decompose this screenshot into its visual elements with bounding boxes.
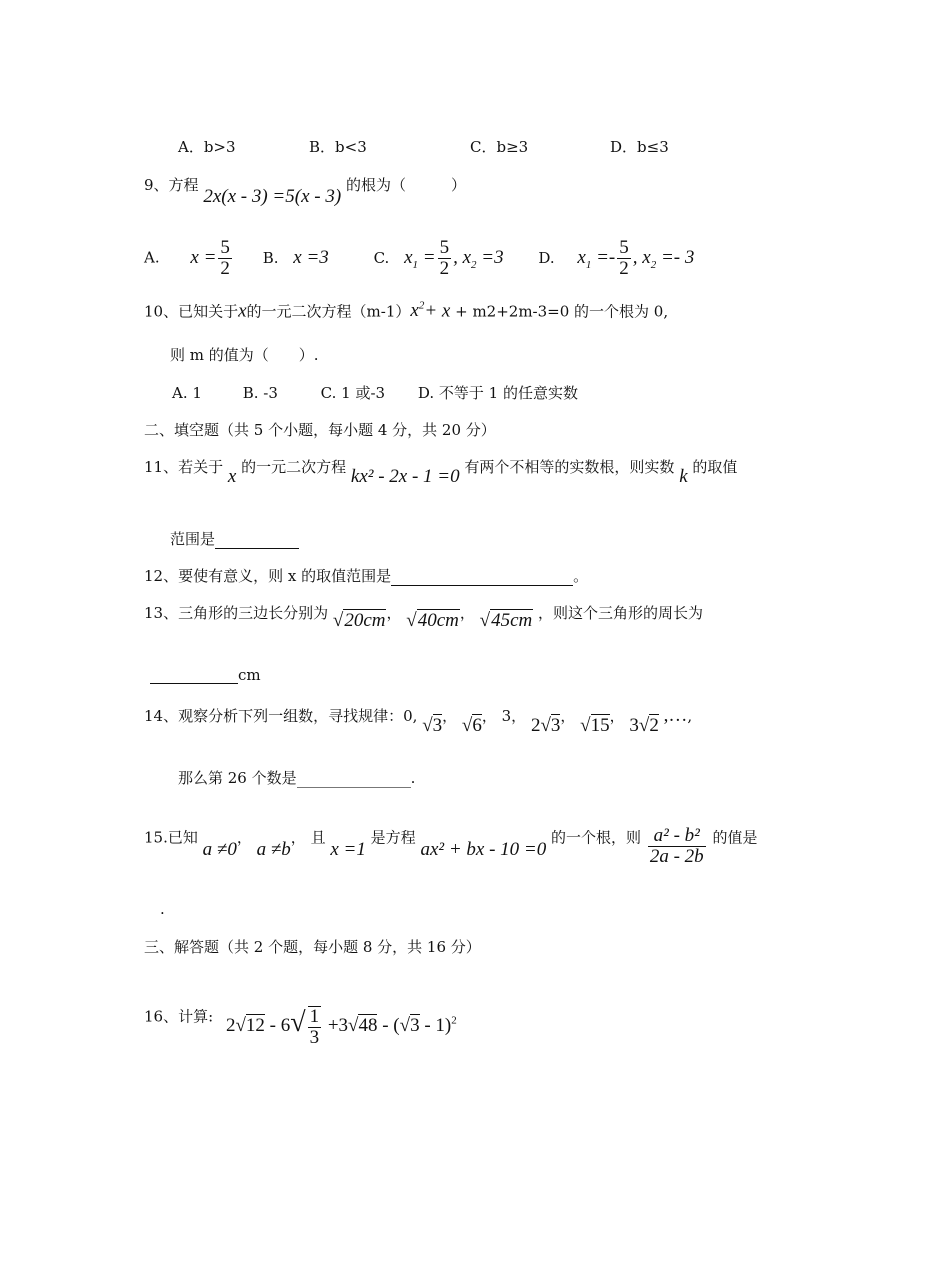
- q11-var-k: k: [679, 466, 688, 487]
- q8-option-c: C．b≥3: [470, 138, 529, 156]
- q14-item-3: 3: [501, 707, 512, 725]
- q11-range-label: 范围是: [170, 530, 216, 548]
- q12-line: [144, 565, 588, 586]
- q13-line1: 13、三角形的三边长分别为 √20cm， √40cm， √45cm ，则这个三角形的周长为: [144, 604, 704, 631]
- q15-cond1: a ≠0: [202, 838, 237, 860]
- q11-text1: 11、若关于: [144, 458, 224, 476]
- q9-option-a-x: x =: [190, 246, 217, 268]
- q11-line1: [144, 456, 738, 487]
- q10-option-b: B. -3: [242, 384, 278, 402]
- q15-cond3: x =1: [330, 838, 366, 860]
- q11-var-x: x: [227, 466, 237, 487]
- q10-var-x: x: [238, 300, 247, 322]
- q14-end: .: [410, 769, 416, 787]
- q9-option-b-label: B.: [262, 248, 279, 267]
- q9-option-c-label: C.: [373, 248, 390, 267]
- q15-fraction: $\frac{\text{a² - b²}}{2a - 2b}$: [649, 825, 704, 867]
- q15-text4: 的一个根，则: [551, 828, 642, 847]
- q15-equation: ax² + bx - 10 =0: [420, 838, 547, 860]
- q16-expression: 2√12 - 6√ $\frac{1}{3}$ +3√48 - (√3 - 1)$^2$: [225, 1006, 457, 1048]
- q12-text: 12、要使有意义，则 x 的取值范围是: [144, 567, 392, 585]
- q9-option-a-label: A.: [144, 248, 160, 267]
- q11-answer-blank[interactable]: [215, 532, 299, 549]
- q9-equation: 2x(x - 3) =5(x - 3): [203, 186, 342, 207]
- q13-text1: 13、三角形的三边长分别为: [144, 604, 329, 622]
- q9-option-c-x2: , $x_2 =3$: [453, 246, 504, 271]
- q9-option-d-label: D.: [538, 248, 555, 267]
- q11-text3: 有两个不相等的实数根，则实数: [464, 458, 675, 476]
- q10-options: [172, 382, 578, 403]
- q14-item-4: 2√3: [530, 715, 561, 736]
- q10-text1: 10、已知关于: [144, 302, 239, 321]
- q13-text2: ，则这个三角形的周长为: [538, 604, 704, 622]
- q15-text2: 且: [310, 828, 326, 847]
- q9-prefix: 9、方程: [144, 176, 199, 194]
- q10-option-d: D. 不等于 1 的任意实数: [417, 384, 578, 402]
- q8-option-b: B．b<3: [309, 138, 367, 156]
- section2-heading: 二、填空题（共 5 个小题，每小题 4 分，共 20 分）: [144, 421, 496, 439]
- q13-side3: √45cm: [479, 610, 533, 631]
- q14-item-1: √3: [422, 715, 443, 736]
- q11-line2: [170, 528, 299, 549]
- q13-side2: √40cm: [406, 610, 459, 631]
- q15-line2: .: [160, 900, 165, 918]
- q11-text2: 的一元二次方程: [241, 458, 347, 476]
- q14-line2: [178, 767, 415, 788]
- q15-cond2: a ≠b: [256, 838, 291, 860]
- q15-line1: 15.已知 a ≠0， a ≠b， 且 x =1 是方程 ax² + bx - 10 =0 的一个根，则 $\frac{\text{a² - b²}}{2a - 2b}$ 的值是: [144, 825, 758, 867]
- q10-text3: + m2+2m-3=0 的一个根为 0,: [455, 302, 669, 321]
- q9-option-c-x1: $x_1$ =: [404, 246, 436, 271]
- q10-line1: [144, 300, 668, 322]
- q13-unit: cm: [238, 666, 261, 684]
- q14-answer-blank[interactable]: [297, 771, 411, 788]
- q9-option-b-value: x =3: [293, 246, 329, 268]
- q15-text1: 15.已知: [144, 828, 198, 847]
- q9-option-c-frac: $\frac{5}{2}$: [439, 237, 450, 279]
- q14-ellipsis: …: [668, 705, 688, 726]
- section3-heading: 三、解答题（共 2 个题，每小题 8 分，共 16 分）: [144, 938, 481, 956]
- q14-item-5: √15: [580, 715, 610, 736]
- q9-option-d-x1: $x_1$ =-: [577, 246, 616, 271]
- q9-question: [144, 174, 466, 207]
- q11-equation: kx² - 2x - 1 =0: [350, 466, 460, 487]
- q16-line: [144, 996, 457, 1048]
- q13-answer-blank[interactable]: [150, 667, 238, 684]
- q15-text5: 的值是: [712, 828, 758, 847]
- q8-option-a: A．b>3: [178, 138, 236, 156]
- q9-options: [144, 238, 694, 279]
- q14-item-7: ,: [663, 705, 669, 726]
- q9-option-d-frac: $\frac{5}{2}$: [619, 237, 629, 279]
- q10-option-c: C. 1 或-3: [320, 384, 386, 402]
- q10-text2: 的一元二次方程（m-1）: [246, 302, 411, 321]
- q10-line2: 则 m 的值为（ ）.: [170, 346, 319, 364]
- q8-option-d: D．b≤3: [610, 138, 669, 156]
- q16-label: 16、计算:: [144, 1007, 214, 1026]
- q12-answer-blank[interactable]: [391, 569, 573, 586]
- q14-item-2: √6: [461, 715, 482, 736]
- q11-text4: 的取值: [692, 458, 738, 476]
- q12-end: 。: [573, 567, 589, 585]
- q10-x-term: + x: [424, 300, 451, 322]
- q15-text3: 是方程: [370, 828, 416, 847]
- q10-option-a: A. 1: [172, 384, 202, 402]
- q14-item-6: 3√2: [629, 715, 659, 736]
- q9-option-d-x2: , $x_2 =- 3$: [632, 246, 695, 271]
- q10-x-squared: $x^2$: [410, 300, 425, 322]
- q9-suffix: 的根为（ ）: [345, 176, 466, 194]
- q13-line2: [150, 666, 261, 684]
- q14-label: 那么第 26 个数是: [178, 769, 297, 787]
- q14-text1: 14、观察分析下列一组数，寻找规律：0,: [144, 707, 418, 725]
- q13-side1: √20cm: [332, 610, 386, 631]
- q14-line1: 14、观察分析下列一组数，寻找规律：0, √3， √6， 3， 2√3， √15， 3√2 ,…,: [144, 705, 693, 736]
- q9-option-a-frac: $\frac{5}{2}$: [220, 237, 230, 279]
